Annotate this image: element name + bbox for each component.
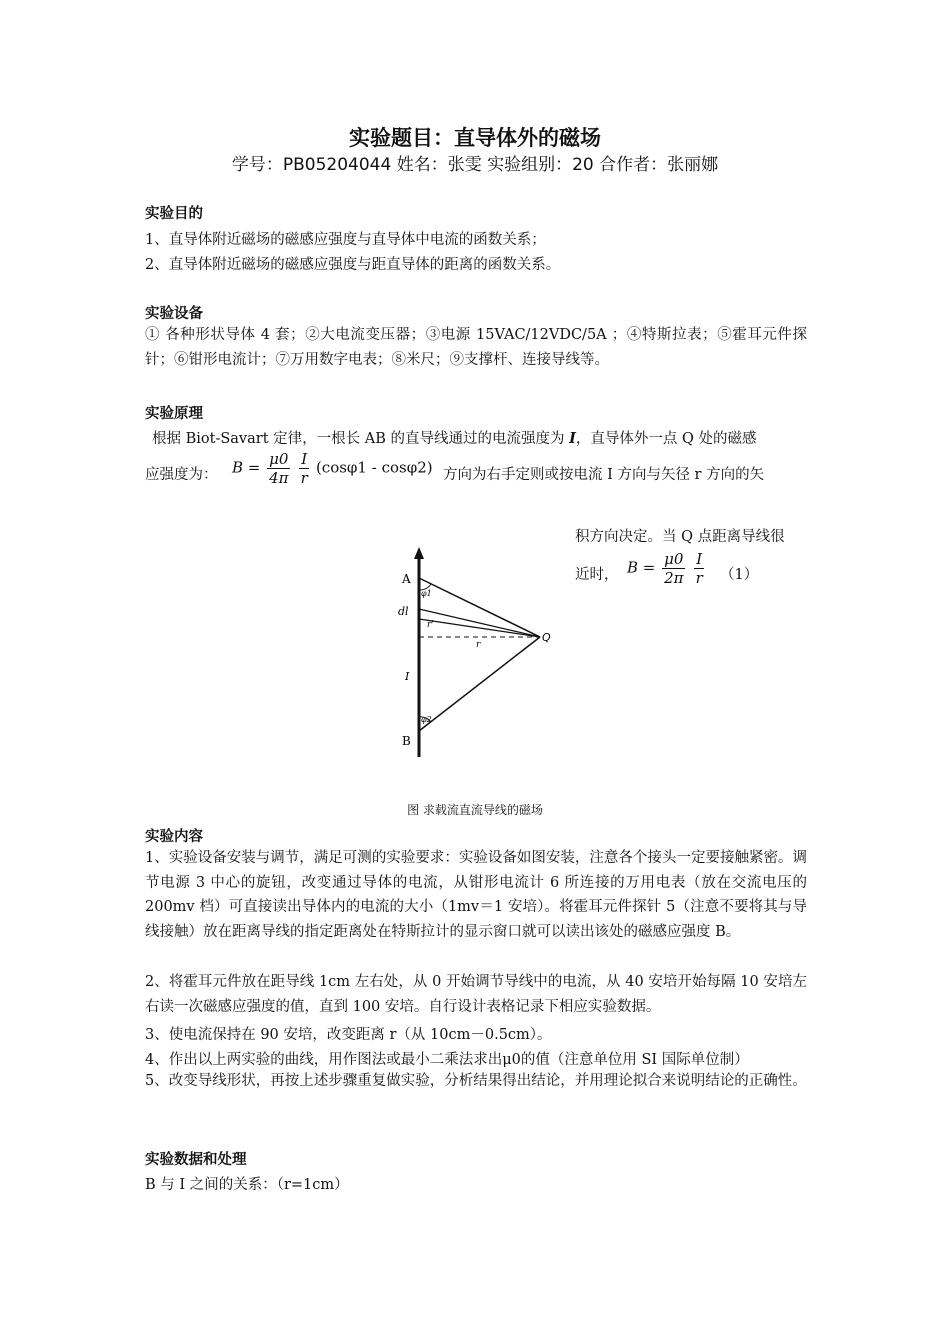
wire-field-diagram — [390, 545, 570, 765]
line-dl-top-to-q — [419, 609, 540, 637]
equipment-text: ① 各种形状导体 4 套；②大电流变压器；③电源 15VAC/12VDC/5A ；④特斯拉表；⑤霍耳元件探针；⑥钳形电流计；⑦万用数字电表；⑧米尺；⑨支撑杆、连接导线等。 — [145, 327, 807, 368]
content-heading: 实验内容 — [145, 829, 203, 845]
principle-line-1: 根据 Biot-Savart 定律，一根长 AB 的直导线通过的电流强度为 I，直导体外一点 Q 处的磁感 — [152, 430, 757, 447]
student-info: 学号：PB05204044 姓名：张雯 实验组别：20 合作者：张丽娜 — [231, 155, 719, 175]
label-b: B — [402, 734, 411, 748]
near-field-formula: B = $\frac{\mu 0}{2\pi}$ $\frac{I}{r}$ — [627, 550, 703, 587]
content-step-5: 5、改变导线形状，再按上述步骤重复做实验，分析结果得出结论，并用理论拟合来说明结论的正确性。 — [145, 1073, 807, 1089]
label-current: I — [405, 670, 410, 683]
principle-heading: 实验原理 — [145, 406, 203, 422]
purpose-item-1: 1、直导体附近磁场的磁感应强度与直导体中电流的函数关系； — [145, 232, 546, 248]
principle-line-2-suffix: 方向为右手定则或按电流 I 方向与矢径 r 方向的矢 — [443, 467, 765, 483]
principle-line-4-prefix: 近时， — [575, 567, 619, 583]
figure-caption: 图 求载流直流导线的磁场 — [407, 803, 543, 817]
biot-savart-formula: B = $\frac{\mu 0}{4\pi}$ $\frac{I}{r}$ (cosφ1 - cosφ2) — [232, 450, 433, 487]
principle-line-2-prefix: 应强度为： — [145, 467, 218, 483]
current-arrow-icon — [414, 547, 424, 559]
label-phi2: φ2 — [421, 715, 432, 724]
label-r-prime: r' — [427, 620, 434, 630]
content-step-3: 3、使电流保持在 90 安培，改变距离 r（从 10cm－0.5cm）。 — [145, 1027, 552, 1043]
label-phi1: φ1 — [421, 589, 432, 598]
purpose-heading: 实验目的 — [145, 206, 203, 222]
page-title: 实验题目：直导体外的磁场 — [349, 126, 601, 150]
label-a: A — [402, 572, 411, 586]
data-heading: 实验数据和处理 — [145, 1152, 247, 1168]
content-step-4: 4、作出以上两实验的曲线，用作图法或最小二乘法求出μ0的值（注意单位用 SI 国际单位制） — [145, 1052, 749, 1068]
label-dl: dl — [398, 605, 409, 618]
label-q: Q — [542, 631, 551, 644]
equipment-heading: 实验设备 — [145, 306, 203, 322]
principle-line-3: 积方向决定。当 Q 点距离导线很 — [575, 529, 785, 545]
line-b-to-q — [419, 637, 540, 731]
equation-number: （1） — [720, 567, 759, 583]
data-line: B 与 I 之间的关系：（r=1cm） — [145, 1177, 349, 1193]
content-step-2: 2、将霍耳元件放在距导线 1cm 左右处，从 0 开始调节导线中的电流，从 40 安培开始每隔 10 安培左右读一次磁感应强度的值，直到 100 安培。自行设计表格记录下相应实验数据。 — [145, 974, 807, 1015]
purpose-item-2: 2、直导体附近磁场的磁感应强度与距直导体的距离的函数关系。 — [145, 257, 561, 273]
content-step-1: 1、实验设备安装与调节，满足可测的实验要求：实验设备如图安装，注意各个接头一定要接触紧密。调节电源 3 中心的旋钮，改变通过导体的电流，从钳形电流计 6 所连接的万用电表（放在交流电压的 200mv 档）可直接读出导体内的电流的大小（1mv＝1 安培）。将霍耳元件探针 5（注意不要将其与导线接触）放在距离导线的指定距离处在特斯拉计的显示窗口就可以读出该处的磁感应强度 B。 — [145, 850, 807, 941]
label-r: r — [476, 640, 481, 650]
